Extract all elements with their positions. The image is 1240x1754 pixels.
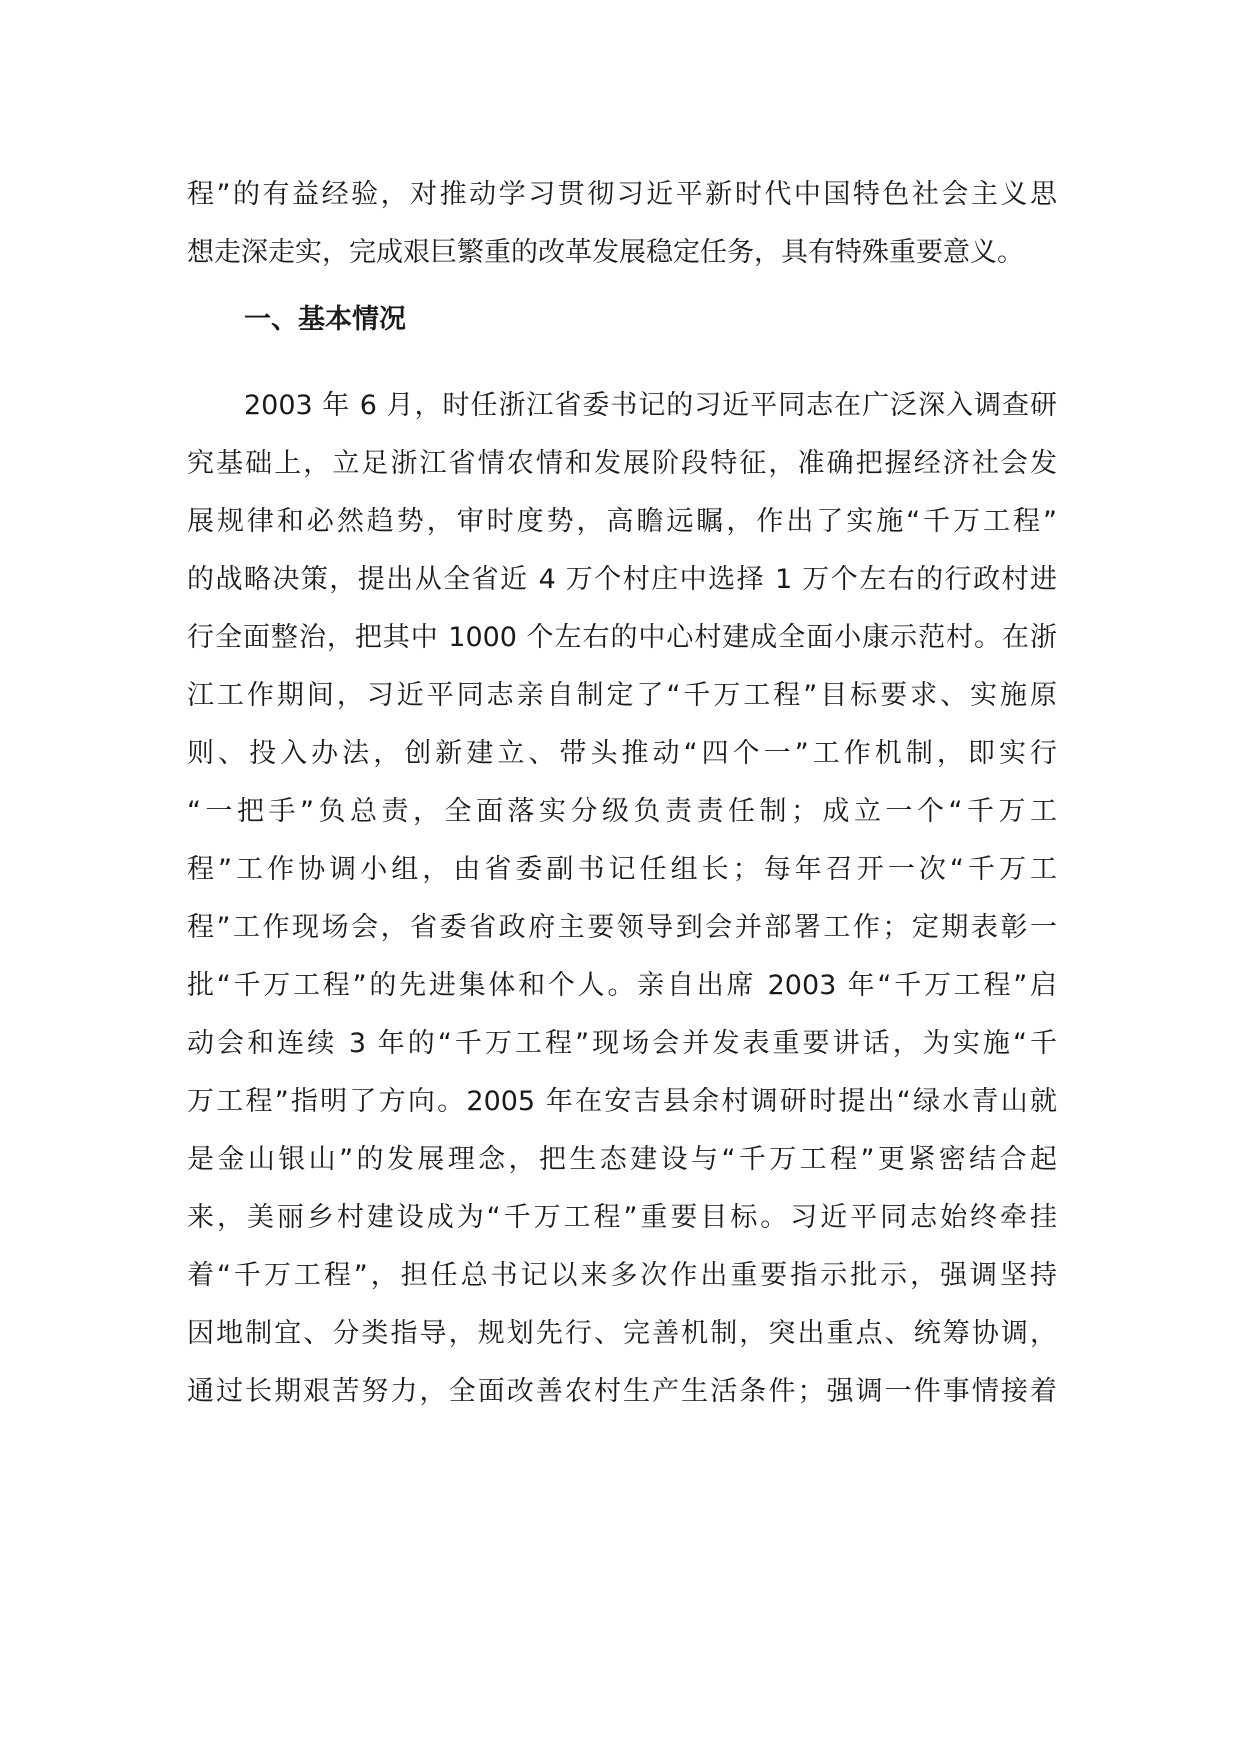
body-line-5: 行全面整治，把其中 1000 个左右的中心村建成全面小康示范村。在浙: [187, 622, 1057, 653]
body-line-7: 则、投入办法，创新建立、带头推动“四个一”工作机制，即实行: [187, 738, 1057, 769]
body-line-16: 着“千万工程”，担任总书记以来多次作出重要指示批示，强调坚持: [187, 1260, 1057, 1291]
body-line-11: 批“千万工程”的先进集体和个人。亲自出席 2003 年“千万工程”启: [187, 970, 1057, 1001]
body-line-4: 的战略决策，提出从全省近 4 万个村庄中选择 1 万个左右的行政村进: [187, 564, 1057, 595]
body-line-9: 程”工作协调小组，由省委副书记任组长；每年召开一次“千万工: [187, 854, 1057, 885]
intro-line-1: 程”的有益经验，对推动学习贯彻习近平新时代中国特色社会主义思: [187, 179, 1057, 210]
body-line-2: 究基础上，立足浙江省情农情和发展阶段特征，准确把握经济社会发: [187, 448, 1057, 479]
body-line-17: 因地制宜、分类指导，规划先行、完善机制，突出重点、统筹协调，: [187, 1318, 1057, 1349]
intro-line-2: 想走深走实，完成艰巨繁重的改革发展稳定任务，具有特殊重要意义。: [187, 237, 1024, 268]
body-line-6: 江工作期间，习近平同志亲自制定了“千万工程”目标要求、实施原: [187, 680, 1057, 711]
body-line-12: 动会和连续 3 年的“千万工程”现场会并发表重要讲话，为实施“千: [187, 1028, 1057, 1059]
body-line-10: 程”工作现场会，省委省政府主要领导到会并部署工作；定期表彰一: [187, 912, 1057, 943]
body-line-14: 是金山银山”的发展理念，把生态建设与“千万工程”更紧密结合起: [187, 1144, 1057, 1175]
body-line-3: 展规律和必然趋势，审时度势，高瞻远瞩，作出了实施“千万工程”: [187, 506, 1057, 537]
body-line-8: “一把手”负总责，全面落实分级负责责任制；成立一个“千万工: [187, 796, 1057, 827]
body-line-15: 来，美丽乡村建设成为“千万工程”重要目标。习近平同志始终牵挂: [187, 1202, 1057, 1233]
body-line-18: 通过长期艰苦努力，全面改善农村生产生活条件；强调一件事情接着: [187, 1376, 1057, 1407]
body-line-1: 2003 年 6 月，时任浙江省委书记的习近平同志在广泛深入调查研: [244, 390, 1057, 421]
body-line-13: 万工程”指明了方向。2005 年在安吉县余村调研时提出“绿水青山就: [187, 1086, 1057, 1117]
section-heading: 一、基本情况: [244, 304, 406, 335]
